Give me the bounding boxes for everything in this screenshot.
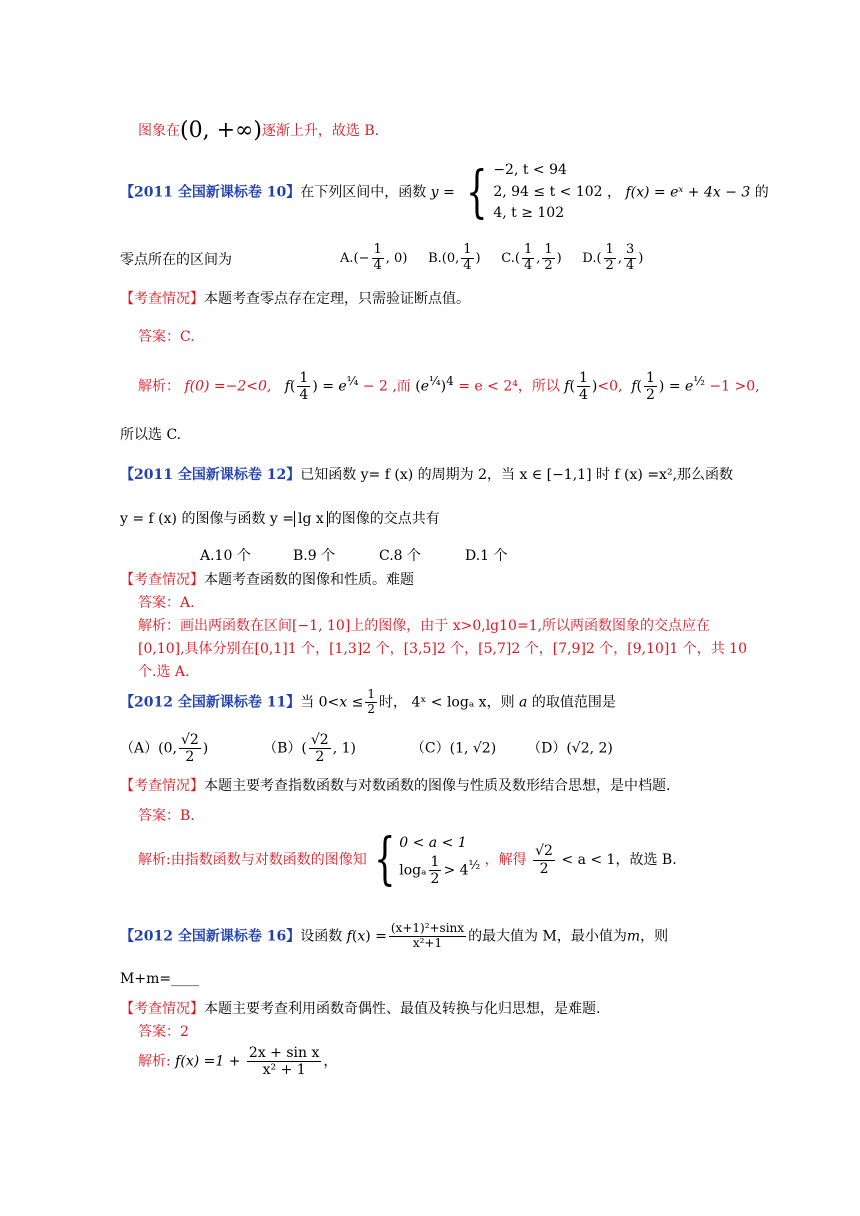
q16-answer: 答案：2 — [138, 1024, 189, 1040]
q10-analysis: 【考查情况】本题考查零点存在定理，只需验证断点值。 — [120, 291, 470, 307]
question-2012-11: 【2012 全国新课标卷 11】当 0<x ≤ $\frac{1}{2}$ 时， 4ˣ < logₐ x，则 a 的取值范围是 — [120, 687, 616, 716]
q16-blank: M+m=____ — [120, 971, 200, 987]
piecewise-cases: −2, t < 94 2, 94 ≤ t < 102 4, t ≥ 102 — [493, 162, 603, 222]
q16-analysis: 【考查情况】本题主要考查利用函数奇偶性、最值及转换与化归思想，是难题. — [120, 1001, 601, 1017]
q10-conclusion: 所以选 C. — [120, 427, 182, 443]
question-2011-12: 【2011 全国新课标卷 12】已知函数 y= f (x) 的周期为 2，当 x ∈ [−1,1] 时 f (x) =x²,那么函数 — [120, 467, 734, 483]
question-2011-10: 【2011 全国新课标卷 10】在下列区间中，函数 y = { −2, t < 94 2, 94 ≤ t < 102 4, t ≥ 102 ， f(x) = eˣ + 4x − 3 的 — [120, 159, 769, 225]
q11-analysis: 【考查情况】本题主要考查指数函数与对数函数的图像与性质及数形结合思想，是中档题. — [120, 778, 671, 794]
question-2011-10-line2: 零点所在的区间为 — [120, 252, 232, 268]
q12-solution-2: [0,10],具体分别在[0,1]1 个，[1,3]2 个，[3,5]2 个，[5,7]2 个，[7,9]2 个，[9,10]1 个，共 10 — [138, 641, 747, 657]
q11-answer: 答案：B. — [138, 808, 195, 824]
q12-analysis: 【考查情况】本题考查函数的图像和性质。难题 — [120, 572, 414, 588]
question-2012-11-options: （A）(0, $\frac{√2}{2}$ ) （B）( $\frac{√2}{2}$ , 1) （C）(1, √2) （D）(√2, 2) — [120, 732, 613, 766]
q10-solution: 解析： f(0) =−2<0, f( $\frac{1}{4}$ ) = $e^{\frac{1}{4}} - 2$ ,而 $(e^{\frac{1}{4}})^4 = e < 2^4$，所以 f( $\frac{1}{4}$ )<0, f( $\frac{1}{2}$ ) = $e^{\frac{1}{2}} -1 >0$, — [138, 370, 760, 404]
q12-option-d: D.1 个 — [465, 548, 508, 564]
q12-solution-3: 个.选 A. — [138, 664, 190, 680]
q11-solution: 解析:由指数函数与对数函数的图像知 { 0 < a < 1 logₐ $\frac{1}{2}$ > $4^{\frac{1}{2}}$ ，解得 $\frac{√2}{2}$ < a < 1，故选 B. — [138, 827, 677, 892]
line-graph-rising: 图象在(0, +∞)逐渐上升，故选 B. — [138, 118, 380, 143]
q16-solution: 解析: f(x) =1 + $\frac{\text{2x + sin x}}{\text{x² + 1}}$ ， — [138, 1045, 338, 1079]
q12-option-c: C.8 个 — [379, 548, 422, 564]
q12-answer: 答案：A. — [138, 595, 195, 611]
question-2011-10-options: A.(− $\frac{1}{4}$ , 0) B.(0, $\frac{1}{4}$ ) C.( $\frac{1}{4}$ , $\frac{1}{2}$ ) D.( $\frac{1}{2}$ , $\frac{3}{4}$ ) — [340, 242, 644, 273]
piecewise-brace: { — [466, 159, 488, 225]
q10-answer: 答案：C. — [138, 329, 195, 345]
q12-solution-1: 解析：画出两函数在区间[−1, 10]上的图像，由于 x>0,lg10=1,所以两函数图象的交点应在 — [138, 618, 711, 634]
question-2012-16: 【2012 全国新课标卷 16】设函数 f(x) = $\frac{\text{(x+1)²+sinx}}{\text{x²+1}}$ 的最大值为 M，最小值为m，则 — [120, 921, 669, 950]
q12-option-b: B.9 个 — [293, 548, 336, 564]
question-2011-12-line2: y = f (x) 的图像与函数 y = lg x 的图像的交点共有 — [120, 511, 440, 527]
q12-option-a: A.10 个 — [200, 548, 251, 564]
